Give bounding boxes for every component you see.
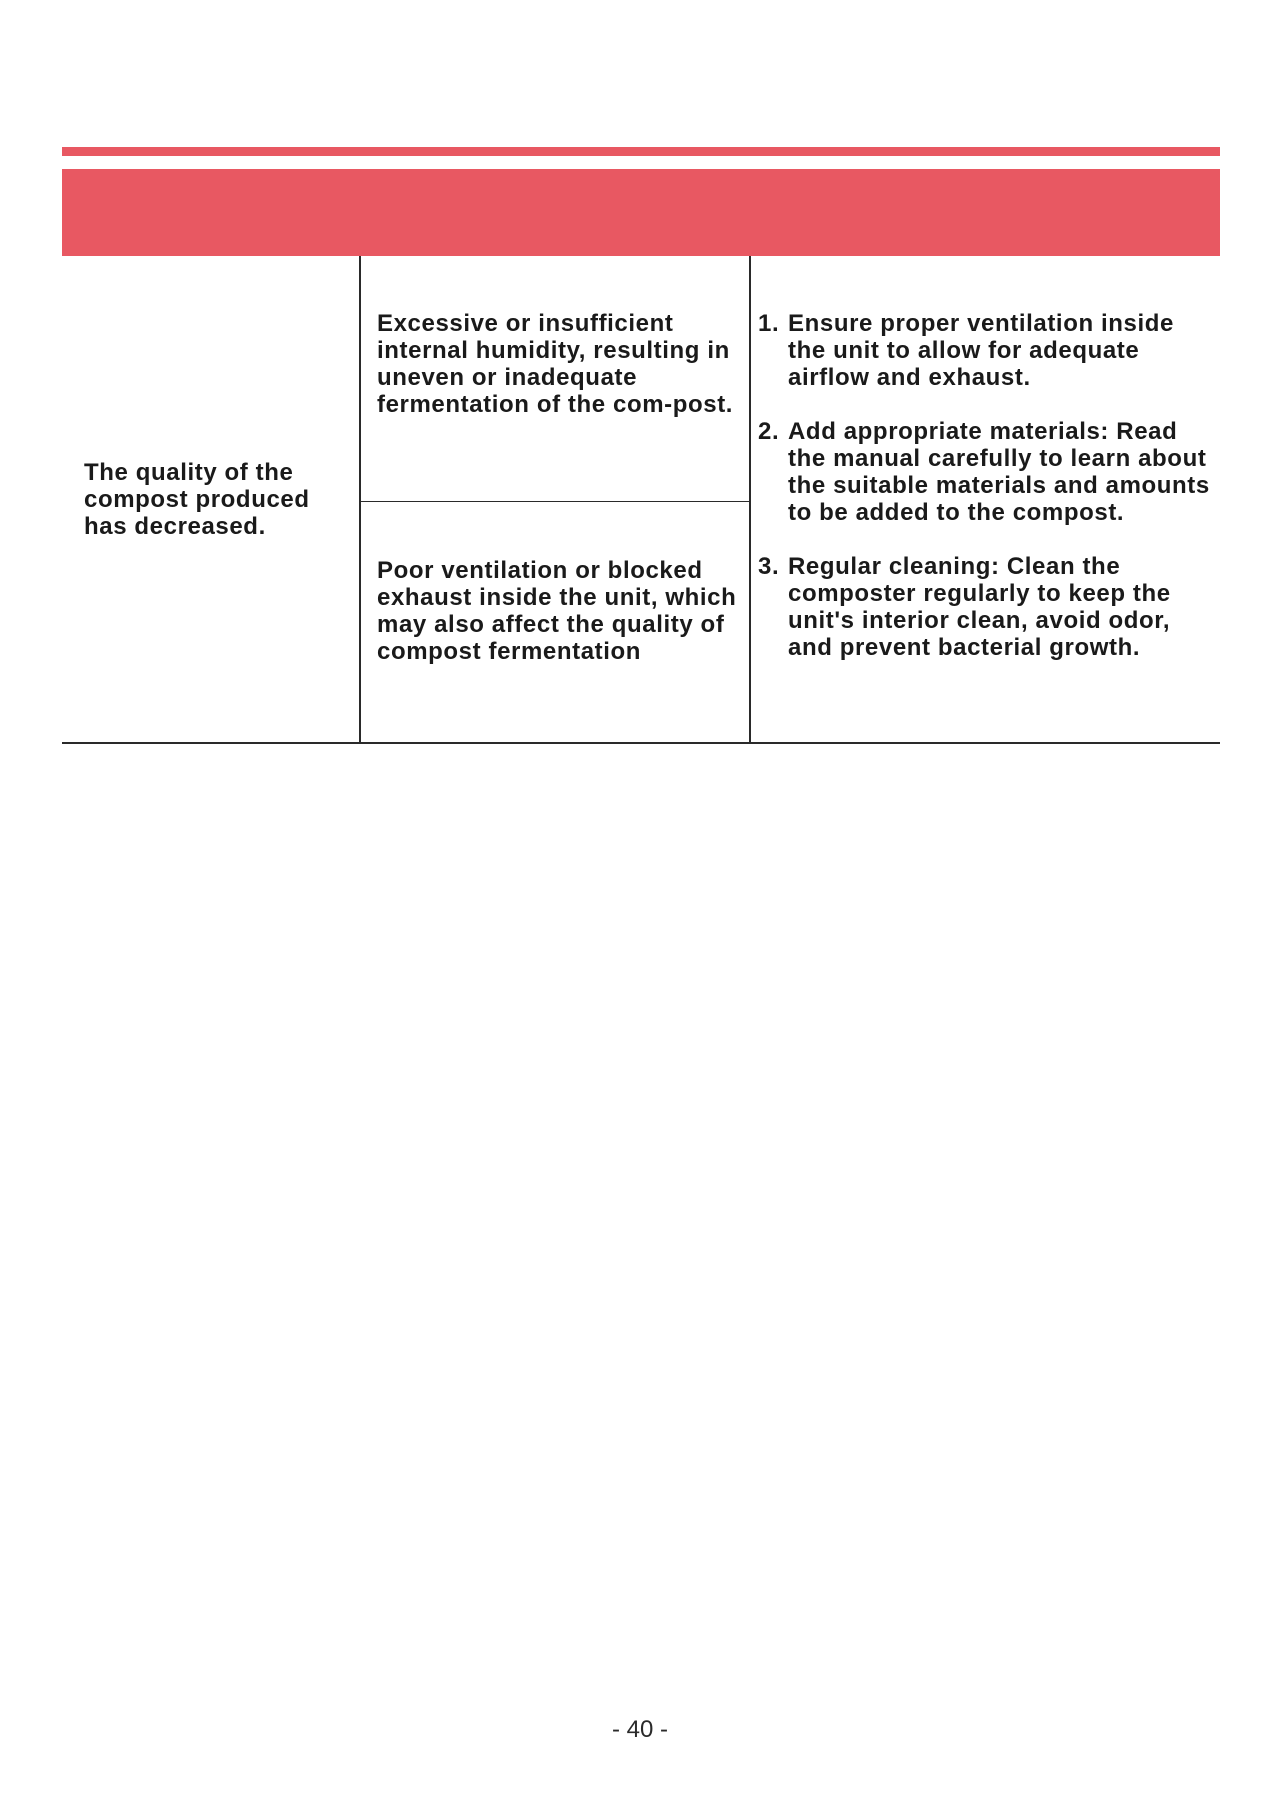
solution-item bbox=[758, 553, 1218, 661]
cause-cell-ventilation: Poor ventilation or blocked exhaust inside the unit, which may also affect the quality of compost fermentation bbox=[377, 557, 737, 665]
solution-text: Add appropriate materials: Read the manual carefully to learn about the suitable materials and amounts to be added to the compost. bbox=[788, 418, 1210, 526]
cause-row-divider bbox=[361, 501, 749, 502]
header-top-rule bbox=[62, 147, 1220, 156]
solution-text: Regular cleaning: Clean the composter regularly to keep the unit's interior clean, avoid odor, and prevent bacterial growth. bbox=[788, 553, 1171, 661]
solution-text: Ensure proper ventilation inside the unit to allow for adequate airflow and exhaust. bbox=[788, 310, 1174, 391]
problem-cell: The quality of the compost produced has decreased. bbox=[84, 459, 310, 540]
solution-item bbox=[758, 418, 1218, 526]
cause-cell-humidity: Excessive or insufficient internal humidity, resulting in uneven or inadequate fermentation of the com-post. bbox=[377, 310, 734, 418]
column-divider bbox=[359, 256, 361, 742]
solution-list bbox=[758, 310, 1218, 688]
page-number: - 40 - bbox=[611, 1716, 668, 1743]
solution-number: 3. bbox=[758, 553, 780, 580]
column-divider bbox=[749, 256, 751, 742]
table-header-band bbox=[62, 169, 1220, 256]
troubleshooting-table bbox=[62, 256, 1220, 744]
solution-number: 1. bbox=[758, 310, 780, 337]
solution-number: 2. bbox=[758, 418, 780, 445]
solution-item bbox=[758, 310, 1218, 391]
